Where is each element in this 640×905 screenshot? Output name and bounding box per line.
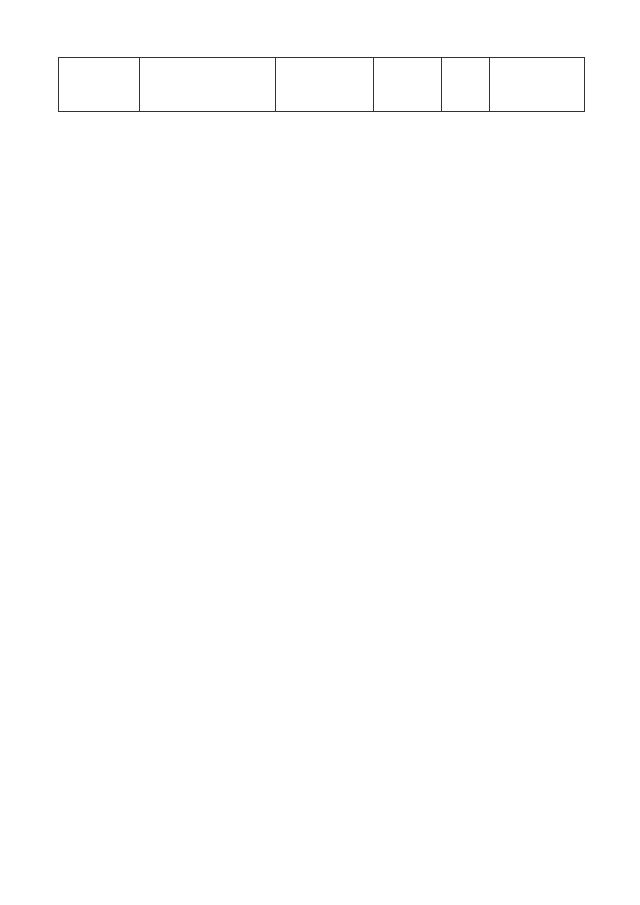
materials-table (58, 57, 585, 112)
header-row (59, 58, 585, 112)
header-specialty (59, 58, 140, 112)
header-materials (276, 58, 374, 112)
header-need (490, 58, 585, 112)
header-section (59, 58, 585, 112)
header-life (442, 58, 490, 112)
header-unit (374, 58, 442, 112)
materials-table-sheet (58, 57, 584, 112)
header-works (140, 58, 276, 112)
